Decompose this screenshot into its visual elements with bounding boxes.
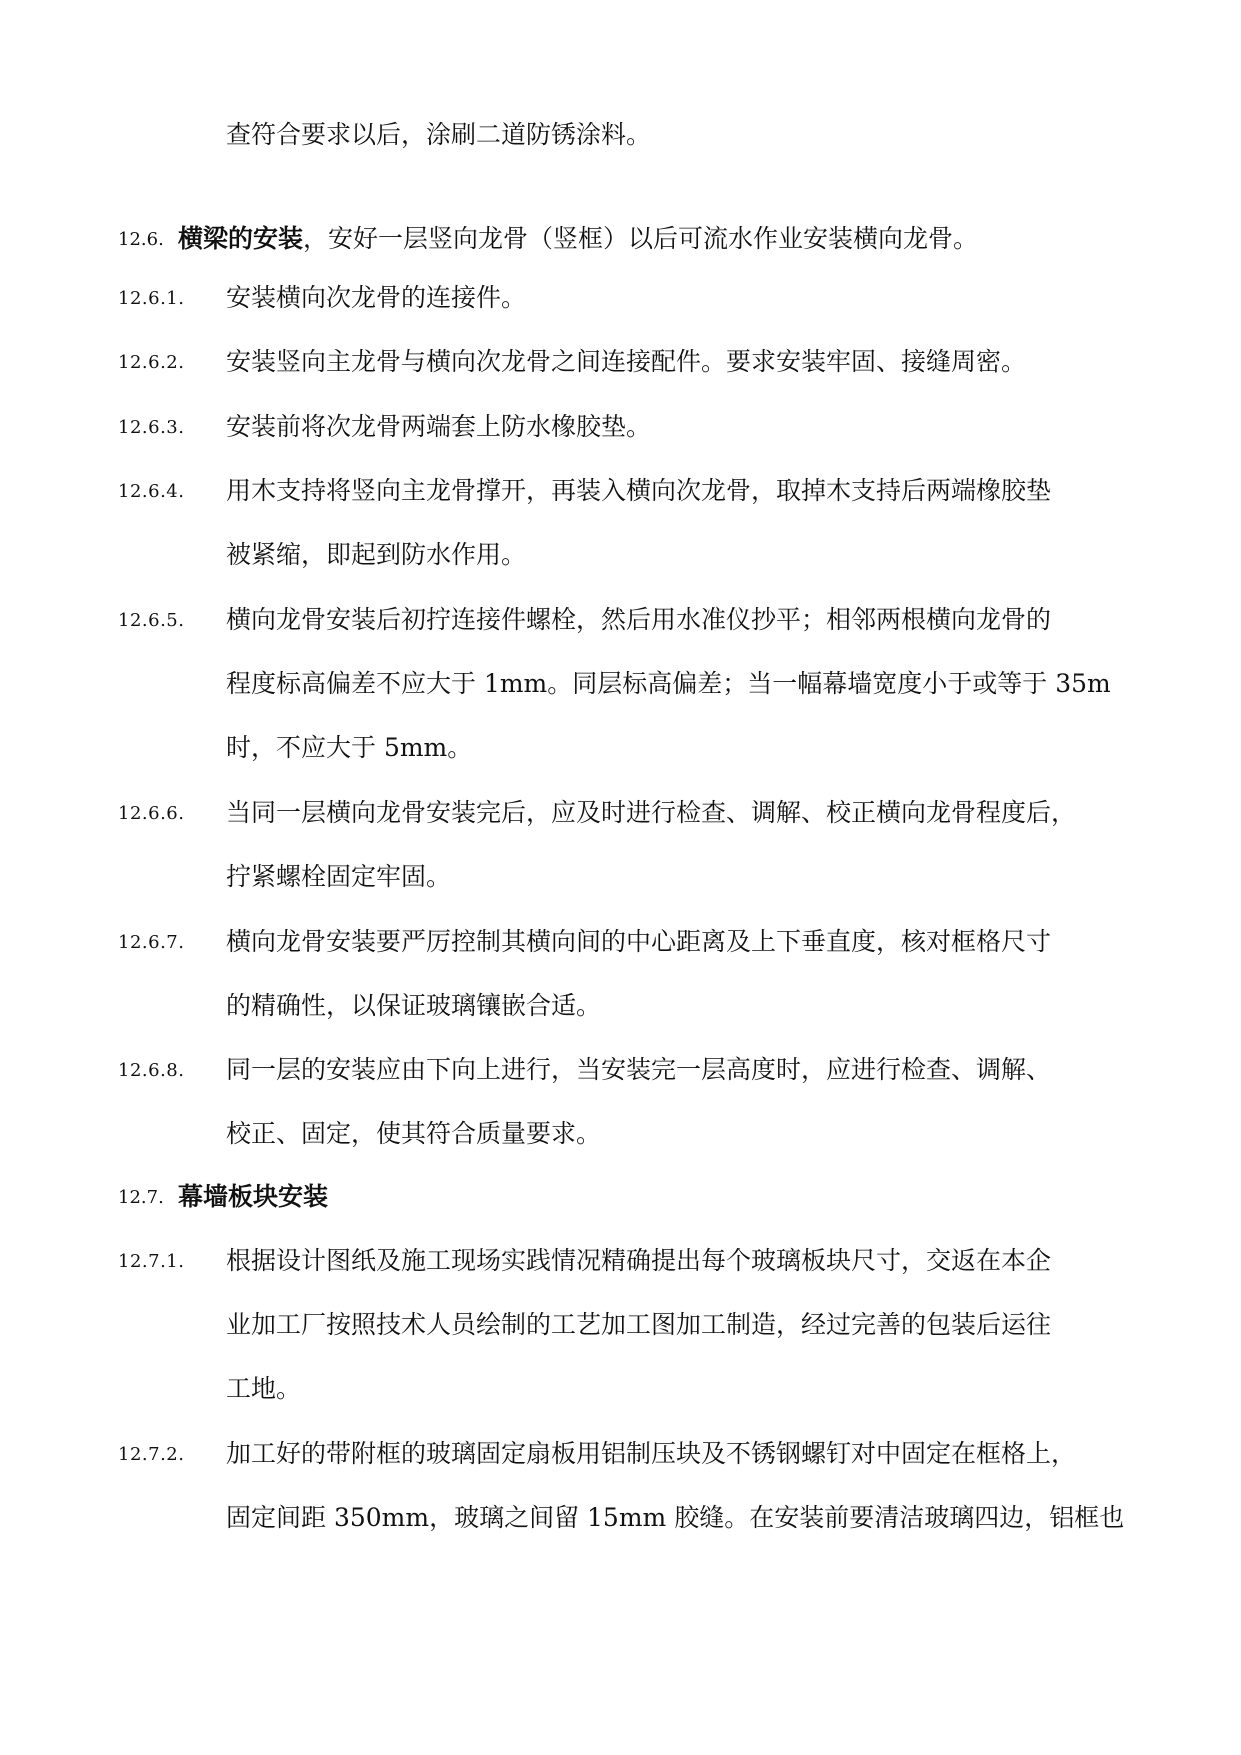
item-text-line: 加工好的带附框的玻璃固定扇板用铝制压块及不锈钢螺钉对中固定在框格上，	[226, 1439, 1077, 1468]
intro-line: 查符合要求以后，涂刷二道防锈涂料。	[226, 120, 652, 149]
item-number: 12.7.2.	[118, 1444, 185, 1465]
item-number: 12.6.5.	[118, 610, 185, 631]
section-12-7-title: 幕墙板块安装	[178, 1182, 329, 1211]
item-number: 12.6.3.	[118, 417, 185, 438]
item-number: 12.6.4.	[118, 481, 185, 502]
item-text-line: 当同一层横向龙骨安装完后，应及时进行检查、调解、校正横向龙骨程度后，	[226, 798, 1077, 827]
item-text-line: 工地。	[226, 1374, 302, 1403]
item-text-line: 安装前将次龙骨两端套上防水橡胶垫。	[226, 412, 652, 441]
item-text-line: 的精确性，以保证玻璃镶嵌合适。	[226, 991, 602, 1020]
item-text-line: 时，不应大于 5mm。	[226, 733, 473, 762]
item-text-line: 横向龙骨安装要严厉控制其横向间的中心距离及上下垂直度，核对框格尺寸	[226, 927, 1052, 956]
item-number: 12.7.1.	[118, 1251, 185, 1272]
item-text-line: 固定间距 350mm，玻璃之间留 15mm 胶缝。在安装前要清洁玻璃四边，铝框也	[226, 1503, 1125, 1532]
item-number: 12.6.8.	[118, 1060, 185, 1081]
item-text-line: 业加工厂按照技术人员绘制的工艺加工图加工制造，经过完善的包装后运往	[226, 1310, 1052, 1339]
item-number: 12.6.6.	[118, 803, 185, 824]
item-text-line: 拧紧螺栓固定牢固。	[226, 862, 452, 891]
item-text-line: 安装竖向主龙骨与横向次龙骨之间连接配件。要求安装牢固、接缝周密。	[226, 347, 1027, 376]
item-text-line: 根据设计图纸及施工现场实践情况精确提出每个玻璃板块尺寸，交返在本企	[226, 1246, 1052, 1275]
item-text-line: 程度标高偏差不应大于 1mm。同层标高偏差；当一幅幕墙宽度小于或等于 35m	[226, 669, 1111, 698]
section-12-6-number: 12.6.	[118, 229, 164, 250]
item-text-line: 安装横向次龙骨的连接件。	[226, 283, 527, 312]
item-text-line: 被紧缩，即起到防水作用。	[226, 540, 527, 569]
section-12-7-number: 12.7.	[118, 1187, 164, 1208]
item-number: 12.6.1.	[118, 288, 185, 309]
section-12-6-rest: ，安好一层竖向龙骨（竖框）以后可流水作业安装横向龙骨。	[303, 224, 979, 253]
item-text-line: 横向龙骨安装后初拧连接件螺栓，然后用水准仪抄平；相邻两根横向龙骨的	[226, 605, 1052, 634]
item-number: 12.6.2.	[118, 352, 185, 373]
item-number: 12.6.7.	[118, 932, 185, 953]
section-12-6-title: 横梁的安装	[178, 224, 304, 253]
item-text-line: 校正、固定，使其符合质量要求。	[226, 1119, 602, 1148]
section-12-6-heading	[178, 222, 978, 256]
item-text-line: 同一层的安装应由下向上进行，当安装完一层高度时，应进行检查、调解、	[226, 1055, 1052, 1084]
item-text-line: 用木支持将竖向主龙骨撑开，再装入横向次龙骨，取掉木支持后两端橡胶垫	[226, 476, 1052, 505]
